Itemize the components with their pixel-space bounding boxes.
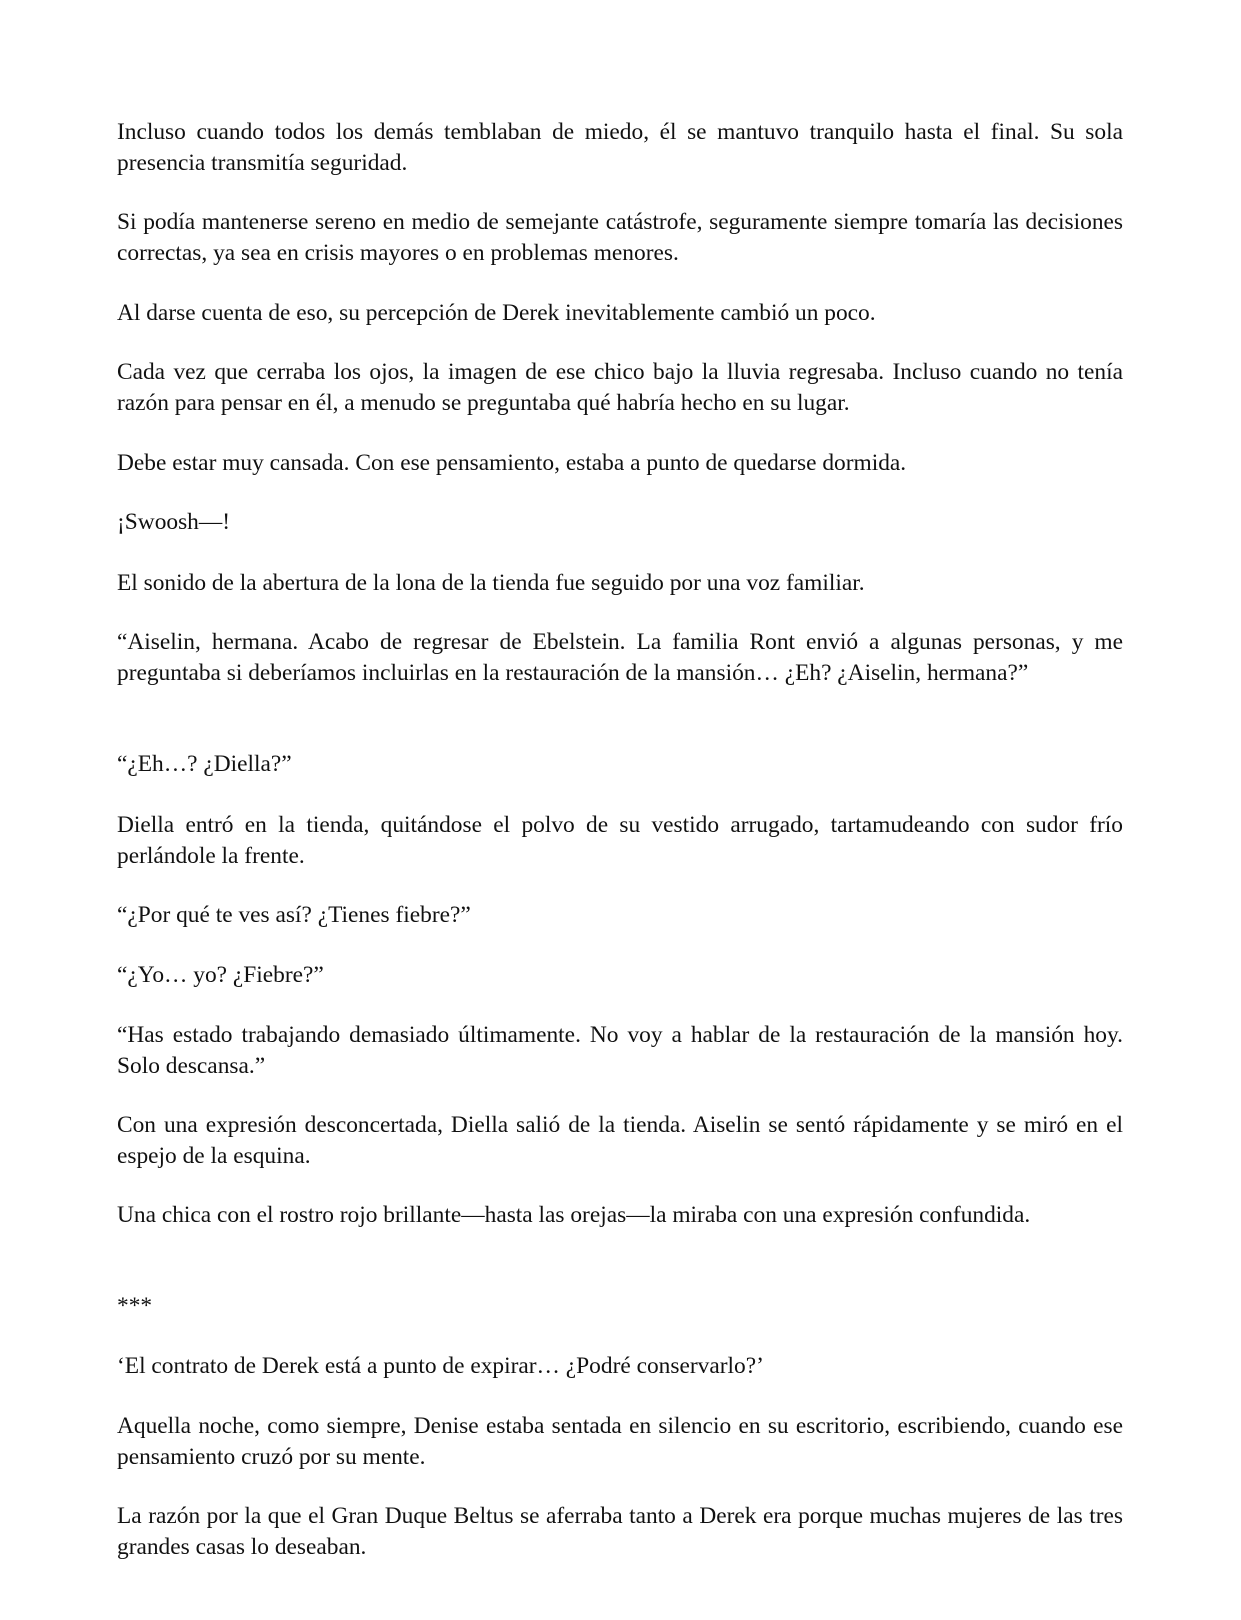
paragraph-13: “Has estado trabajando demasiado últimamente. No voy a hablar de la restauración de la mansión hoy. Solo descansa.”: [117, 1022, 1123, 1079]
paragraph-14: Con una expresión desconcertada, Diella salió de la tienda. Aiselin se sentó rápidamente y se miró en el espejo de la esquina.: [117, 1112, 1123, 1169]
paragraph-11: “¿Por qué te ves así? ¿Tienes fiebre?”: [117, 902, 471, 928]
scene-break: ***: [117, 1293, 153, 1319]
paragraph-15: Una chica con el rostro rojo brillante—hasta las orejas—la miraba con una expresión confundida.: [117, 1202, 1031, 1228]
paragraph-7: El sonido de la abertura de la lona de la tienda fue seguido por una voz familiar.: [117, 570, 865, 596]
paragraph-10: Diella entró en la tienda, quitándose el polvo de su vestido arrugado, tartamudeando con sudor frío perlándole la frente.: [117, 812, 1123, 869]
paragraph-18: La razón por la que el Gran Duque Beltus se aferraba tanto a Derek era porque muchas mujeres de las tres grandes casas lo deseaban.: [117, 1503, 1123, 1560]
paragraph-17: Aquella noche, como siempre, Denise estaba sentada en silencio en su escritorio, escribiendo, cuando ese pensamiento cruzó por su mente.: [117, 1413, 1123, 1470]
paragraph-5: Debe estar muy cansada. Con ese pensamiento, estaba a punto de quedarse dormida.: [117, 450, 907, 476]
paragraph-8: “Aiselin, hermana. Acabo de regresar de Ebelstein. La familia Ront envió a algunas personas, y me preguntaba si deberíamos incluirlas en la restauración de la mansión… ¿Eh? ¿Aiselin, hermana?”: [117, 629, 1123, 686]
paragraph-2: Si podía mantenerse sereno en medio de semejante catástrofe, seguramente siempre tomaría las decisiones correctas, ya sea en crisis mayores o en problemas menores.: [117, 209, 1123, 266]
paragraph-12: “¿Yo… yo? ¿Fiebre?”: [117, 962, 324, 988]
paragraph-16: ‘El contrato de Derek está a punto de expirar… ¿Podré conservarlo?’: [117, 1353, 764, 1379]
paragraph-3: Al darse cuenta de eso, su percepción de Derek inevitablemente cambió un poco.: [117, 300, 876, 326]
paragraph-1: Incluso cuando todos los demás temblaban de miedo, él se mantuvo tranquilo hasta el final. Su sola presencia transmitía seguridad.: [117, 119, 1123, 176]
paragraph-9: “¿Eh…? ¿Diella?”: [117, 751, 292, 777]
paragraph-4: Cada vez que cerraba los ojos, la imagen de ese chico bajo la lluvia regresaba. Incluso cuando no tenía razón para pensar en él, a menudo se preguntaba qué habría hecho en su lugar.: [117, 359, 1123, 416]
paragraph-6: ¡Swoosh—!: [117, 509, 231, 535]
